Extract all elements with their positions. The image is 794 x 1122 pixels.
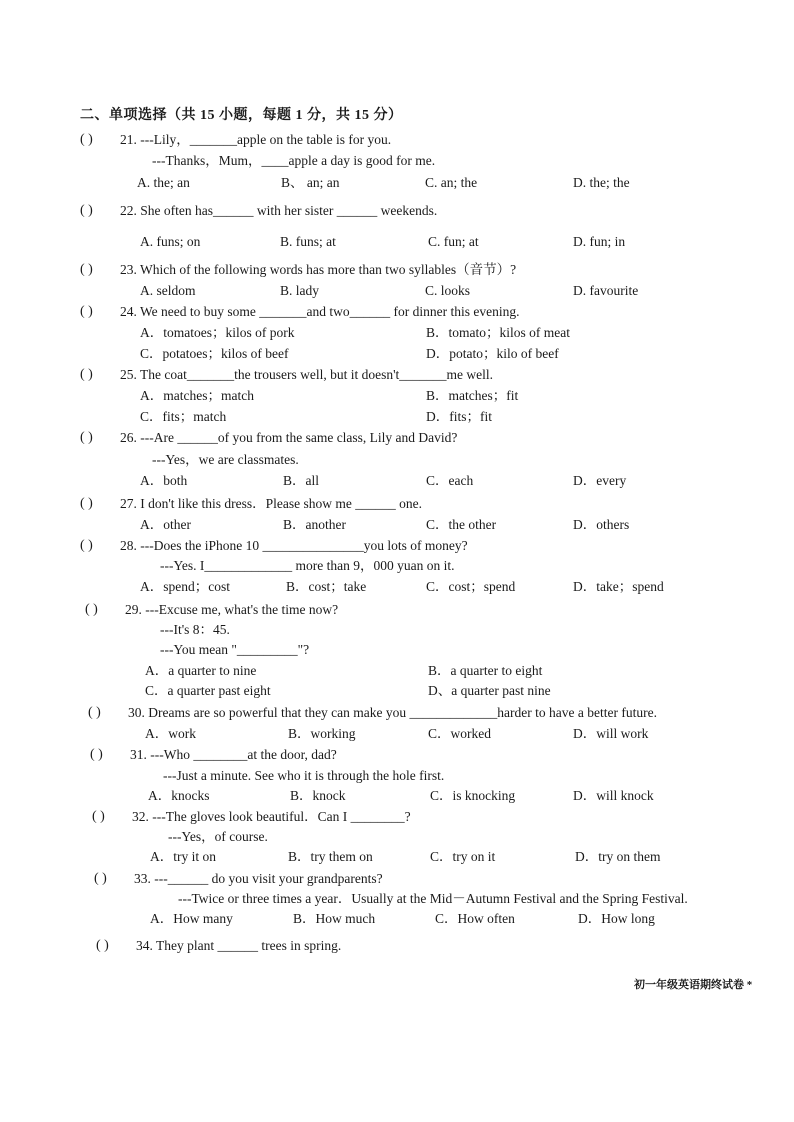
answer-bracket[interactable]: ( ) [88, 705, 101, 720]
question-stem: 21. ---Lily，_______apple on the table is for you. [120, 132, 392, 147]
option-d[interactable]: D. favourite [573, 283, 639, 298]
option-a[interactable]: A．try it on [150, 849, 216, 864]
option-d[interactable]: D．will work [573, 726, 649, 741]
option-c[interactable]: C. fun; at [428, 234, 479, 249]
option-d[interactable]: D、a quarter past nine [428, 683, 551, 698]
question-stem: 27. I don't like this dress．Please show me ______ one. [120, 496, 423, 511]
section-heading: 二、单项选择（共 15 小题，每题 1 分，共 15 分） [80, 108, 403, 123]
option-c[interactable]: C．cost；spend [426, 579, 516, 594]
option-a[interactable]: A．matches；match [140, 388, 254, 403]
option-a[interactable]: A．spend；cost [140, 579, 230, 594]
answer-bracket[interactable]: ( ) [85, 602, 98, 617]
option-c[interactable]: C．the other [426, 517, 497, 532]
option-a[interactable]: A. funs; on [140, 234, 201, 249]
option-d[interactable]: D. fun; in [573, 234, 626, 249]
option-b[interactable]: B．try them on [288, 849, 373, 864]
question-stem: 32. ---The gloves look beautiful．Can I ________? [132, 809, 411, 824]
answer-bracket[interactable]: ( ) [80, 132, 93, 147]
dialogue-line: ---Just a minute. See who it is through the hole first. [163, 768, 445, 783]
dialogue-line: ---Yes，we are classmates. [152, 452, 299, 467]
option-b[interactable]: B．knock [290, 788, 346, 803]
question-stem: 26. ---Are ______of you from the same class, Lily and David? [120, 430, 458, 445]
answer-bracket[interactable]: ( ) [96, 938, 109, 953]
dialogue-line: ---Yes. I_____________ more than 9，000 yuan on it. [160, 558, 455, 573]
answer-bracket[interactable]: ( ) [80, 304, 93, 319]
option-b[interactable]: B. funs; at [280, 234, 336, 249]
option-b[interactable]: B．all [283, 473, 319, 488]
dialogue-line: ---You mean "_________"? [160, 642, 310, 657]
option-b[interactable]: B．working [288, 726, 356, 741]
option-c[interactable]: C．potatoes；kilos of beef [140, 346, 289, 361]
option-c[interactable]: C．fits；match [140, 409, 227, 424]
option-a[interactable]: A．knocks [148, 788, 210, 803]
option-d[interactable]: D．others [573, 517, 630, 532]
answer-bracket[interactable]: ( ) [80, 430, 93, 445]
answer-bracket[interactable]: ( ) [80, 262, 93, 277]
page-footer: 初一年级英语期终试卷 * [634, 979, 753, 991]
question-stem: 22. She often has______ with her sister ______ weekends. [120, 203, 438, 218]
option-c[interactable]: C. an; the [425, 175, 478, 190]
option-d[interactable]: D．will knock [573, 788, 654, 803]
option-a[interactable]: A. seldom [140, 283, 196, 298]
option-b[interactable]: B、 an; an [281, 175, 340, 190]
option-a[interactable]: A．work [145, 726, 196, 741]
option-b[interactable]: B．cost；take [286, 579, 367, 594]
option-a[interactable]: A．other [140, 517, 191, 532]
option-d[interactable]: D．fits；fit [426, 409, 492, 424]
option-b[interactable]: B．another [283, 517, 346, 532]
option-d[interactable]: D．take；spend [573, 579, 664, 594]
option-c[interactable]: C．try on it [430, 849, 496, 864]
question-stem: 25. The coat_______the trousers well, but it doesn't_______me well. [120, 367, 493, 382]
question-stem: 33. ---______ do you visit your grandparents? [134, 871, 383, 886]
option-a[interactable]: A．both [140, 473, 188, 488]
option-b[interactable]: B．a quarter to eight [428, 663, 543, 678]
option-a[interactable]: A．How many [150, 911, 233, 926]
option-c[interactable]: C．each [426, 473, 474, 488]
answer-bracket[interactable]: ( ) [94, 871, 107, 886]
question-stem: 28. ---Does the iPhone 10 _______________you lots of money? [120, 538, 468, 553]
question-stem: 30. Dreams are so powerful that they can make you _____________harder to have a better future. [128, 705, 657, 720]
option-a[interactable]: A. the; an [137, 175, 190, 190]
answer-bracket[interactable]: ( ) [92, 809, 105, 824]
option-d[interactable]: D．every [573, 473, 627, 488]
answer-bracket[interactable]: ( ) [80, 367, 93, 382]
question-stem: 24. We need to buy some _______and two______ for dinner this evening. [120, 304, 520, 319]
question-stem: 23. Which of the following words has more than two syllables（音节）? [120, 262, 517, 277]
answer-bracket[interactable]: ( ) [80, 203, 93, 218]
dialogue-line: ---It's 8：45. [160, 622, 230, 637]
answer-bracket[interactable]: ( ) [90, 747, 103, 762]
option-d[interactable]: D. the; the [573, 175, 630, 190]
option-a[interactable]: A．a quarter to nine [145, 663, 257, 678]
dialogue-line: ---Yes，of course. [168, 829, 268, 844]
option-b[interactable]: B．How much [293, 911, 376, 926]
option-d[interactable]: D．try on them [575, 849, 661, 864]
option-c[interactable]: C．How often [435, 911, 515, 926]
answer-bracket[interactable]: ( ) [80, 538, 93, 553]
option-b[interactable]: B．matches；fit [426, 388, 519, 403]
answer-bracket[interactable]: ( ) [80, 496, 93, 511]
option-c[interactable]: C．worked [428, 726, 491, 741]
dialogue-line: ---Twice or three times a year．Usually at the Mid－Autumn Festival and the Spring Festival. [178, 891, 688, 906]
option-d[interactable]: D．potato；kilo of beef [426, 346, 559, 361]
option-c[interactable]: C．a quarter past eight [145, 683, 271, 698]
question-stem: 29. ---Excuse me, what's the time now? [125, 602, 339, 617]
dialogue-line: ---Thanks，Mum，____apple a day is good for me. [152, 153, 436, 168]
option-a[interactable]: A．tomatoes；kilos of pork [140, 325, 295, 340]
option-c[interactable]: C．is knocking [430, 788, 516, 803]
question-stem: 34. They plant ______ trees in spring. [136, 938, 342, 953]
option-b[interactable]: B. lady [280, 283, 319, 298]
option-c[interactable]: C. looks [425, 283, 471, 298]
question-stem: 31. ---Who ________at the door, dad? [130, 747, 337, 762]
option-b[interactable]: B．tomato；kilos of meat [426, 325, 570, 340]
option-d[interactable]: D．How long [578, 911, 655, 926]
